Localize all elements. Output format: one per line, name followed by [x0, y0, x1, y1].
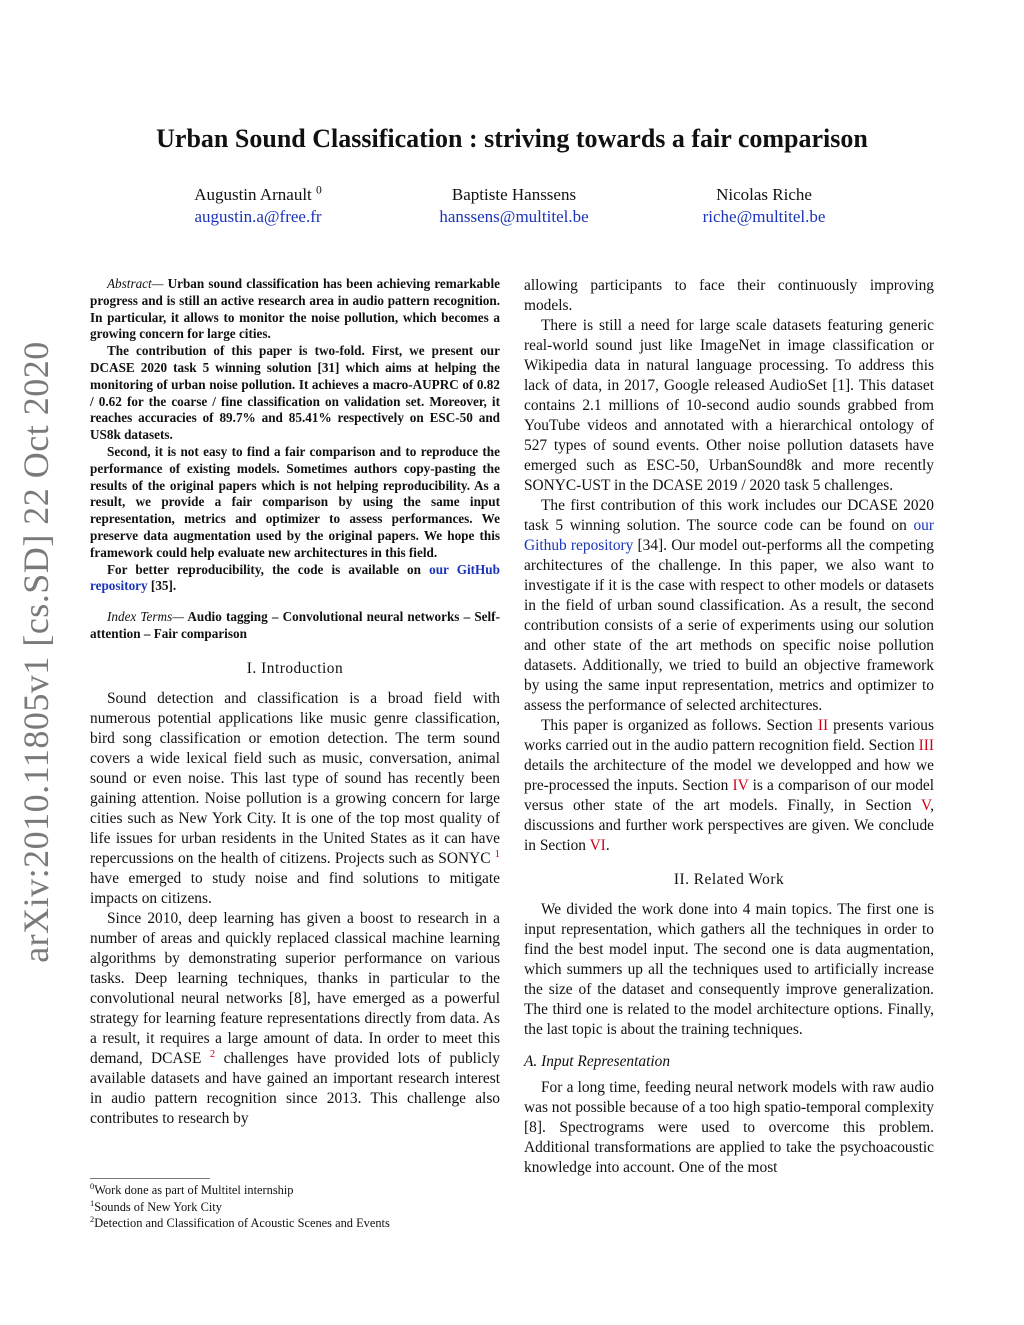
author-block — [128, 184, 388, 228]
body-text: have emerged to study noise and find solutions to mitigate impacts on citizens. — [90, 869, 500, 907]
github-repository-link[interactable]: our GitHub repository — [90, 561, 500, 594]
author-name: Nicolas Riche — [716, 185, 812, 204]
body-text: Since 2010, deep learning has given a boost to research in a number of areas and quickly replaced classical machine learning algorithms by demonstrating superior performance on various tasks. Deep learning techniques, thanks in particular to the convolutional neural networks [8], have emerged as a powerful strategy for learning feature representations directly from data. As a result, it requires a large amount of data. In order to meet this demand, DCASE — [90, 909, 500, 1067]
body-text: presents various works carried out in the audio pattern recognition field. Section — [524, 717, 934, 754]
right-column — [524, 276, 934, 1178]
body-text: challenges have provided lots of publicly available datasets and have gained an important research interest in audio pattern recognition since 2013. This challenge also contributes to research by — [90, 1049, 500, 1127]
subsection-heading: A. Input Representation — [524, 1053, 671, 1070]
author-affiliation-mark: 0 — [316, 183, 322, 197]
body-text: This paper is organized as follows. Section — [541, 717, 818, 734]
abstract-text: Urban sound classification has been achieving remarkable progress and is still an active research area in audio pattern recognition. In particular, it allows to monitor the noise pollution, which becomes a growing concern for large cities. — [90, 276, 500, 342]
footnote-divider — [90, 1178, 210, 1179]
author-name: Baptiste Hanssens — [451, 185, 577, 204]
abstract — [90, 276, 500, 643]
body-paragraph: We divided the work done into 4 main topics. The first one is input representation, which gathers all the techniques in order to find the best model input. The second one is data augmentation, which summers up all the techniques used to artificially increase the size of the dataset and consequently improve generalization. The third one is related to the model architecture options. Finally, the last topic is about the training techniques. — [524, 901, 934, 1038]
body-paragraph: There is still a need for large scale datasets featuring generic real-world sound just like ImageNet in image classification or Wikipedia data in natural language processing. To address this lack of data, in 2017, Google released AudioSet [1]. This dataset contains 2.1 millions of 10-second audio sounds grabbed from YouTube videos and annotated with a hierarchical ontology of 527 types of sound events. Other noise pollution datasets have emerged such as ESC-50, UrbanSound8k and more recently SONYC-UST in the DCASE 2019 / 2020 task 5 challenges. — [524, 317, 934, 494]
footnote-text: Sounds of New York City — [94, 1199, 222, 1214]
body-paragraph — [90, 909, 500, 1129]
author-email-link[interactable]: hanssens@multitel.be — [439, 207, 589, 226]
footnote-mark[interactable]: 2 — [209, 1048, 216, 1060]
footnote-text: Work done as part of Multitel internship — [94, 1183, 294, 1197]
body-paragraph: allowing participants to face their continuously improving models. — [524, 277, 934, 314]
body-paragraph: For a long time, feeding neural network models with raw audio was not possible because of a too high spatio-temporal complexity [8]. Spectrograms were used to overcome this problem. Additional transformations are applied to take the psychoacoustic knowledge into account. One of the most — [524, 1079, 934, 1176]
body-text: [34]. Our model out-performs all the competing architectures of the challenge. In this paper, we also want to investigate if it is the case with respect to other models or datasets in the field of urban sound classification. As a result, the second contribution consists of a serie of experiments using our solution and other state of the art methods on specific noise pollution datasets. Additionally, we tried to build an objective framework by using the same input representation, metrics and optimizer to assess the performance of selected architectures. — [524, 537, 934, 714]
footnote-number: 2 — [90, 1213, 95, 1224]
footnote — [90, 1215, 500, 1232]
abstract-paragraph: Abstract— Urban sound classification has been achieving remarkable progress and is still an active research area in audio pattern recognition. In particular, it allows to monitor the noise pollution, which becomes a growing concern for large cities. — [90, 276, 500, 342]
body-text: is a comparison of our model versus other state of the art models. Finally, in Section — [524, 777, 934, 814]
abstract-label: Abstract — [107, 276, 152, 291]
body-text: The first contribution of this work includes our DCASE 2020 task 5 winning solution. The source code can be found on — [524, 497, 934, 534]
footnote — [90, 1199, 500, 1216]
body-text: Sound detection and classification is a broad field with numerous potential applications like music genre classification, bird song classification or emotion detection. The term sound covers a wide lexical field such as music, conversation, animal sound or even noise. This last type of sound has recently been gaining attention. Noise pollution is a growing concern for large cities such as New York City. It is one of the top most quality of life issues for urban residents in the United States as it can have repercussions on the health of citizens. Projects such as SONYC — [90, 689, 500, 867]
body-paragraph — [90, 689, 500, 909]
footnote-mark[interactable]: 1 — [494, 848, 500, 860]
arxiv-identifier-text: arXiv:2010.11805v1 [cs.SD] 22 Oct 2020 — [16, 341, 57, 963]
section-heading-related-work: II. Related Work — [673, 871, 785, 888]
footnotes — [90, 1182, 500, 1232]
author-email-link[interactable]: riche@multitel.be — [702, 207, 826, 226]
author-name: Augustin Arnault — [194, 185, 312, 204]
section-ref-link[interactable]: IV — [732, 777, 749, 794]
footnote — [90, 1182, 500, 1199]
abstract-paragraph: The contribution of this paper is two-fold. First, we present our DCASE 2020 task 5 winning solution [31] which aims at helping the monitoring of urban noise pollution. It achieves a macro-AUPRC of 0.82 / 0.62 for the coarse / fine classification on validation set. Moreover, it reaches accuracies of 89.7% and 85.41% respectively on ESC-50 and US8k datasets. — [90, 343, 500, 443]
section-ref-link[interactable]: II — [817, 717, 829, 734]
abstract-text: [35]. — [147, 578, 177, 594]
footnote-number: 1 — [90, 1197, 95, 1208]
paper-title: Urban Sound Classification : striving towards a fair comparison — [156, 124, 868, 153]
abstract-text: For better reproducibility, the code is available on — [107, 561, 430, 577]
footnote-number: 0 — [90, 1180, 95, 1191]
author-email-link[interactable]: augustin.a@free.fr — [194, 207, 322, 226]
arxiv-identifier — [8, 341, 64, 963]
body-text: , discussions and further work perspectives are given. We conclude in Section — [524, 797, 934, 854]
section-ref-link[interactable]: III — [918, 737, 934, 754]
github-repository-link[interactable]: our Github repository — [524, 517, 934, 554]
section-heading-introduction: I. Introduction — [246, 659, 344, 677]
body-text: details the architecture of the model we developped and how we pre-processed the inputs. Section — [524, 757, 934, 794]
index-terms-text: Audio tagging – Convolutional neural networks – Self-attention – Fair comparison — [90, 609, 500, 641]
section-ref-link[interactable]: VI — [589, 837, 606, 854]
author-block — [384, 184, 644, 228]
body-paragraph — [524, 716, 934, 856]
left-column — [90, 276, 500, 1129]
index-terms: Index Terms— Audio tagging – Convolutional neural networks – Self-attention – Fair comparison — [90, 609, 500, 641]
index-terms-label: Index Terms — [107, 609, 173, 625]
footnote-text: Detection and Classification of Acoustic Scenes and Events — [94, 1216, 390, 1230]
author-block — [634, 184, 894, 228]
section-ref-link[interactable]: V — [921, 797, 931, 814]
body-paragraph — [524, 496, 934, 716]
body-text: . — [605, 837, 610, 854]
abstract-paragraph: Second, it is not easy to find a fair comparison and to reproduce the performance of existing models. Sometimes authors copy-pasting the results of the original papers which is not helping reproducibility. As a result, we provide a fair comparison by using the same input representation, metrics and optimizer to assess performances. We preserve data augmentation used by the original papers. We hope this framework could help evaluate new architectures in this field. — [90, 443, 500, 560]
abstract-paragraph — [90, 562, 500, 596]
